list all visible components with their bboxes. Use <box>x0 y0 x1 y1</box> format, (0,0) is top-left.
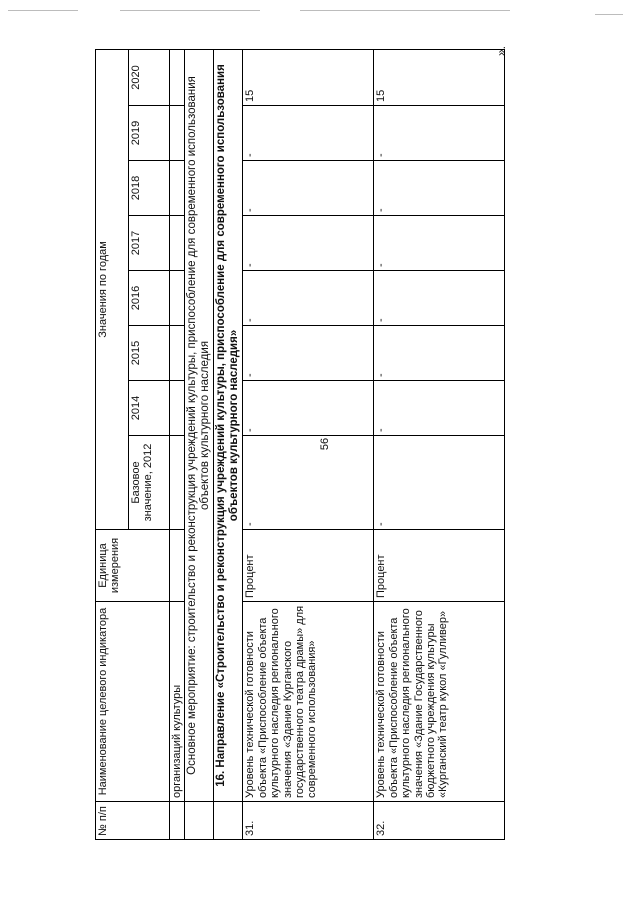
indicators-table <box>95 49 505 840</box>
year-value: - <box>243 106 374 161</box>
section-row-main-activity <box>185 49 214 839</box>
scan-artifact <box>120 10 260 11</box>
col-header-unit: Единица измерения <box>96 530 170 602</box>
scan-artifact <box>595 14 623 15</box>
table-row <box>243 49 374 839</box>
section-direction-16: 16. Направление «Строительство и реконструкция учреждений культуры, приспособление для современного использования объектов культурного наследия» <box>214 49 243 801</box>
scan-artifact <box>300 10 510 11</box>
year-value: 15 <box>374 49 505 105</box>
col-header-year: 2014 <box>129 381 170 436</box>
row-number: 32. <box>374 802 505 840</box>
year-value: - <box>243 326 374 381</box>
col-header-year: 2015 <box>129 326 170 381</box>
section-row-16 <box>214 49 243 839</box>
col-header-year: 2019 <box>129 106 170 161</box>
indicator-name: Уровень технической готовности объекта «Приспособление объекта культурного наследия регионального значения «Здание Государственного бюджетного учреждения культуры «Курганский театр кукол «Гулливер» <box>374 602 505 802</box>
indicator-unit: Процент <box>243 530 374 602</box>
year-value: - <box>374 216 505 271</box>
col-header-year: 2020 <box>129 49 170 105</box>
rotated-page-content <box>95 50 535 840</box>
year-value: - <box>243 161 374 216</box>
col-header-year: 2017 <box>129 216 170 271</box>
continuation-row <box>170 49 185 839</box>
section-main-activity: Основное мероприятие: строительство и реконструкция учреждений культуры, приспособление для современного использования объектов культурного наследия <box>185 49 214 801</box>
year-value: - <box>243 381 374 436</box>
col-header-year: 2018 <box>129 161 170 216</box>
year-value: 15 <box>243 49 374 105</box>
base-value: - <box>374 436 505 530</box>
header-row-1 <box>96 49 129 839</box>
year-value: - <box>374 106 505 161</box>
indicator-name: Уровень технической готовности объекта «Приспособление объекта культурного наследия регионального значения «Здание Курганского государственного театра драмы» для современного использования» <box>243 602 374 802</box>
year-value: - <box>243 271 374 326</box>
continuation-cell: организаций культуры <box>170 602 185 802</box>
year-value: - <box>374 161 505 216</box>
table-row <box>374 49 505 839</box>
page-number: 56 <box>319 437 332 451</box>
col-header-year: 2016 <box>129 271 170 326</box>
col-header-base: Базовое значение, 2012 <box>129 436 170 530</box>
col-header-num: № п/п <box>96 802 170 840</box>
year-value: - <box>374 381 505 436</box>
closing-quote: ». <box>494 45 509 57</box>
year-value: - <box>243 216 374 271</box>
year-value: - <box>374 271 505 326</box>
col-header-name: Наименование целевого индикатора <box>96 602 170 802</box>
base-value: - <box>243 436 374 530</box>
col-header-values-group: Значения по годам <box>96 49 129 529</box>
year-value: - <box>374 326 505 381</box>
row-number: 31. <box>243 802 374 840</box>
scan-artifact <box>8 10 78 11</box>
indicator-unit: Процент <box>374 530 505 602</box>
